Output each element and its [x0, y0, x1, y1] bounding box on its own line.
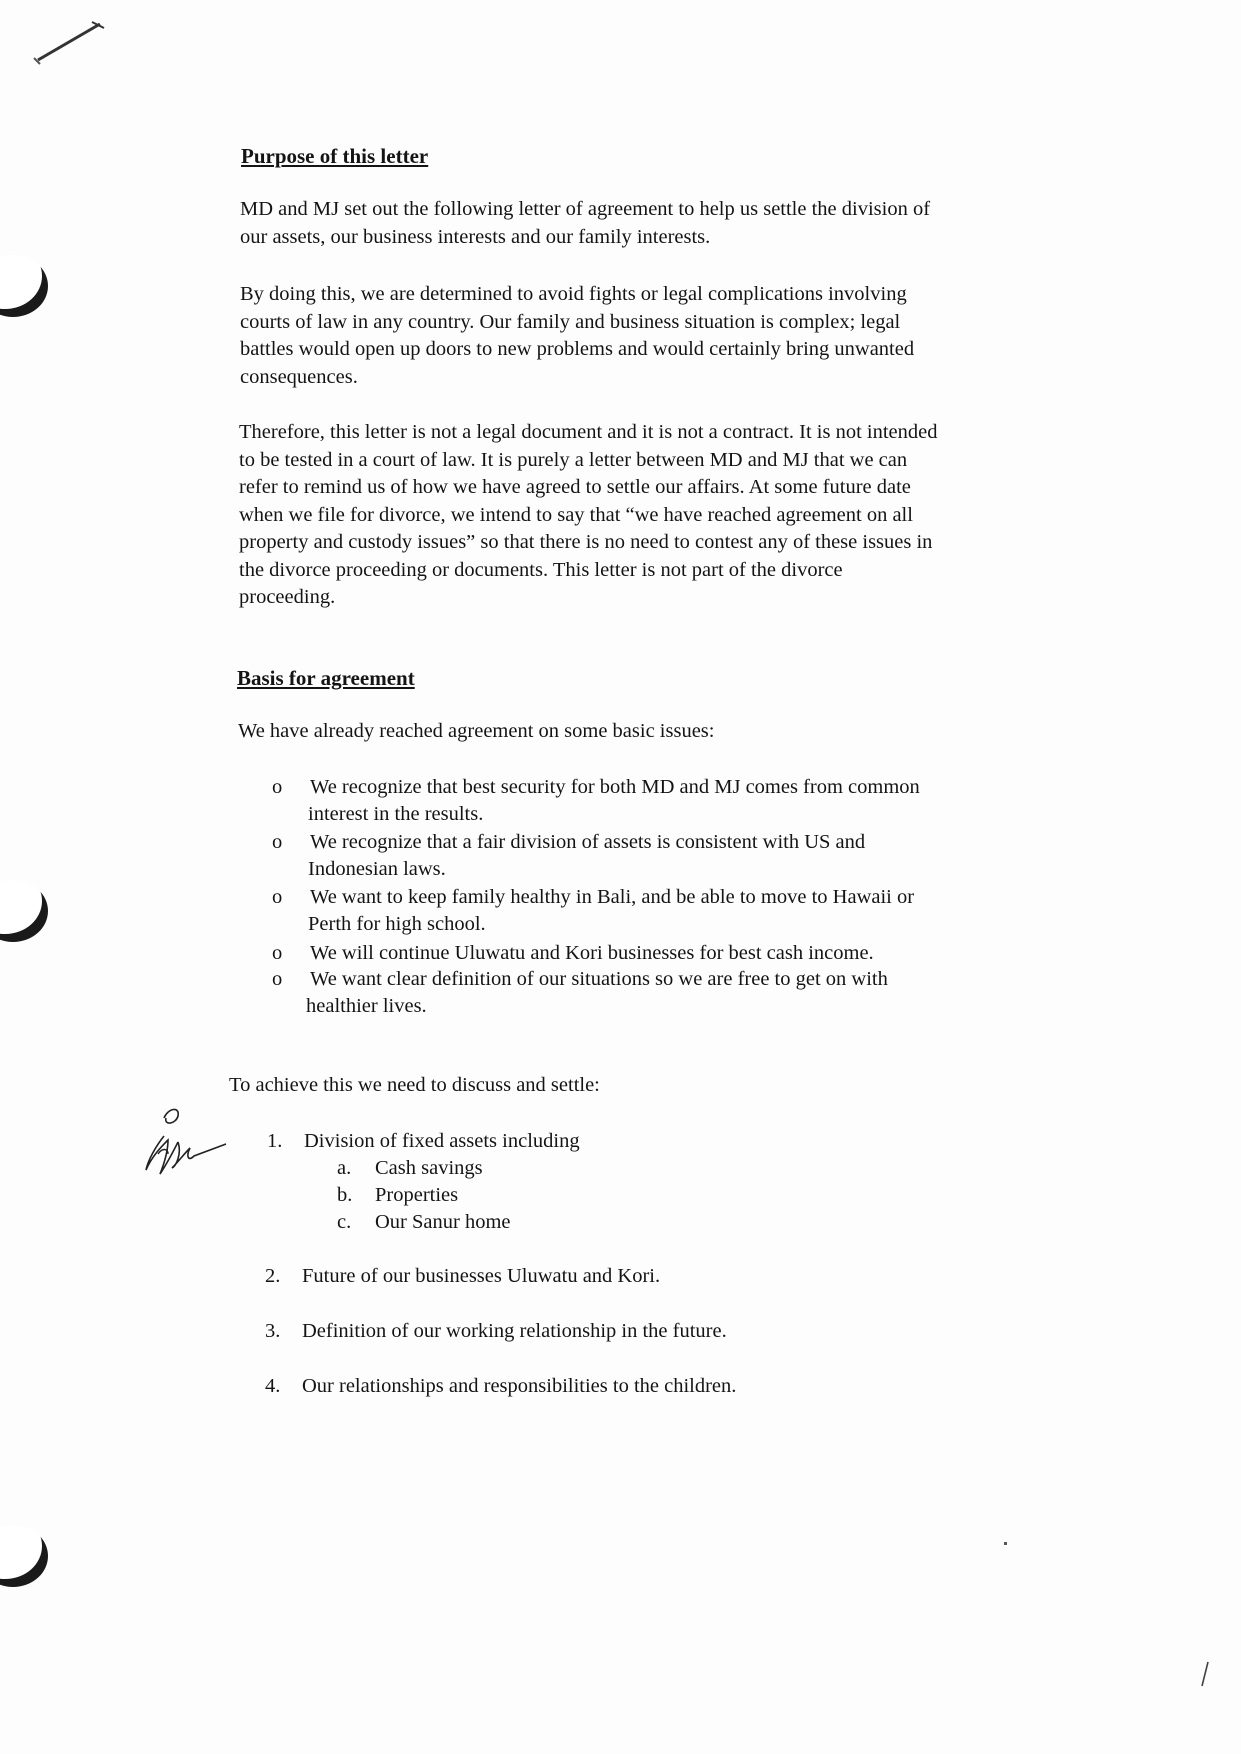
bullet-mark: o	[272, 776, 283, 798]
handwritten-initials	[138, 1096, 230, 1180]
text-line: interest in the results.	[308, 803, 484, 825]
item-number: 1.	[267, 1130, 283, 1152]
subitem-letter: a.	[337, 1157, 352, 1179]
text-line: when we file for divorce, we intend to say that “we have reached agreement on all	[239, 503, 913, 526]
purpose-paragraph-1	[240, 196, 930, 251]
text-line: MD and MJ set out the following letter of agreement to help us settle the division of	[240, 198, 931, 220]
text-line: battles would open up doors to new problems and would certainly bring unwanted	[240, 338, 915, 360]
text-line: courts of law in any country. Our family and business situation is complex; legal	[240, 310, 901, 333]
text-line: We recognize that a fair division of assets is consistent with US and	[310, 831, 866, 853]
item-number: 4.	[265, 1375, 281, 1397]
text-line: By doing this, we are determined to avoid fights or legal complications involving	[240, 283, 907, 305]
subitem-text: Our Sanur home	[375, 1211, 511, 1233]
text-line: property and custody issues” so that there is no need to contest any of these issues in	[239, 531, 933, 553]
text-line: healthier lives.	[306, 995, 427, 1017]
scan-speck	[1004, 1542, 1007, 1545]
text-line: proceeding.	[239, 586, 336, 608]
text-line: refer to remind us of how we have agreed to settle our affairs. At some future date	[239, 476, 911, 498]
item-text: Division of fixed assets including	[304, 1130, 580, 1152]
basis-intro: We have already reached agreement on some basic issues:	[238, 720, 715, 742]
item-text: Future of our businesses Uluwatu and Kori.	[302, 1265, 661, 1287]
settle-item	[265, 1318, 727, 1345]
bullet-mark: o	[272, 968, 283, 990]
item-text: Our relationships and responsibilities to the children.	[302, 1375, 737, 1397]
text-line: Indonesian laws.	[308, 858, 446, 880]
staple-mark	[30, 14, 110, 69]
settle-subitem	[337, 1182, 459, 1209]
punch-hole-top	[0, 255, 48, 317]
text-line: to be tested in a court of law. It is purely a letter between MD and MJ that we can	[239, 448, 908, 471]
settle-item	[267, 1128, 580, 1155]
settle-item	[265, 1373, 737, 1400]
basis-heading: Basis for agreement	[237, 666, 415, 690]
bullet-mark: o	[272, 831, 283, 853]
show-through-text	[230, 96, 235, 122]
achieve-intro: To achieve this we need to discuss and settle:	[229, 1074, 600, 1096]
text-line: consequences.	[240, 365, 358, 388]
text-line: We will continue Uluwatu and Kori businesses for best cash income.	[310, 942, 874, 964]
settle-item	[265, 1263, 661, 1290]
item-text: Definition of our working relationship in the future.	[302, 1320, 727, 1342]
purpose-paragraph-3	[239, 419, 938, 612]
subitem-text: Cash savings	[375, 1157, 483, 1179]
item-number: 2.	[265, 1265, 281, 1287]
item-number: 3.	[265, 1320, 281, 1342]
punch-hole-bottom	[0, 1525, 48, 1587]
subitem-letter: c.	[337, 1211, 352, 1233]
text-line: We want clear definition of our situations so we are free to get on with	[310, 968, 888, 990]
text-line: Perth for high school.	[308, 913, 486, 935]
text-line: our assets, our business interests and our family interests.	[240, 225, 711, 248]
text-line: We want to keep family healthy in Bali, and be able to move to Hawaii or	[310, 886, 915, 908]
bullet-mark: o	[272, 886, 283, 908]
bullet-mark: o	[272, 942, 283, 964]
text-line: the divorce proceeding or documents. This letter is not part of the divorce	[239, 558, 843, 581]
punch-hole-middle	[0, 880, 48, 942]
subitem-text: Properties	[375, 1184, 459, 1206]
scan-mark	[1196, 1660, 1212, 1690]
purpose-heading: Purpose of this letter	[241, 144, 429, 168]
text-line: We recognize that best security for both MD and MJ comes from common	[310, 776, 920, 798]
text-line: Therefore, this letter is not a legal document and it is not a contract. It is not intended	[239, 421, 938, 443]
settle-subitem	[337, 1209, 511, 1236]
settle-subitem	[337, 1155, 483, 1182]
subitem-letter: b.	[337, 1184, 353, 1206]
purpose-paragraph-2	[240, 281, 914, 391]
